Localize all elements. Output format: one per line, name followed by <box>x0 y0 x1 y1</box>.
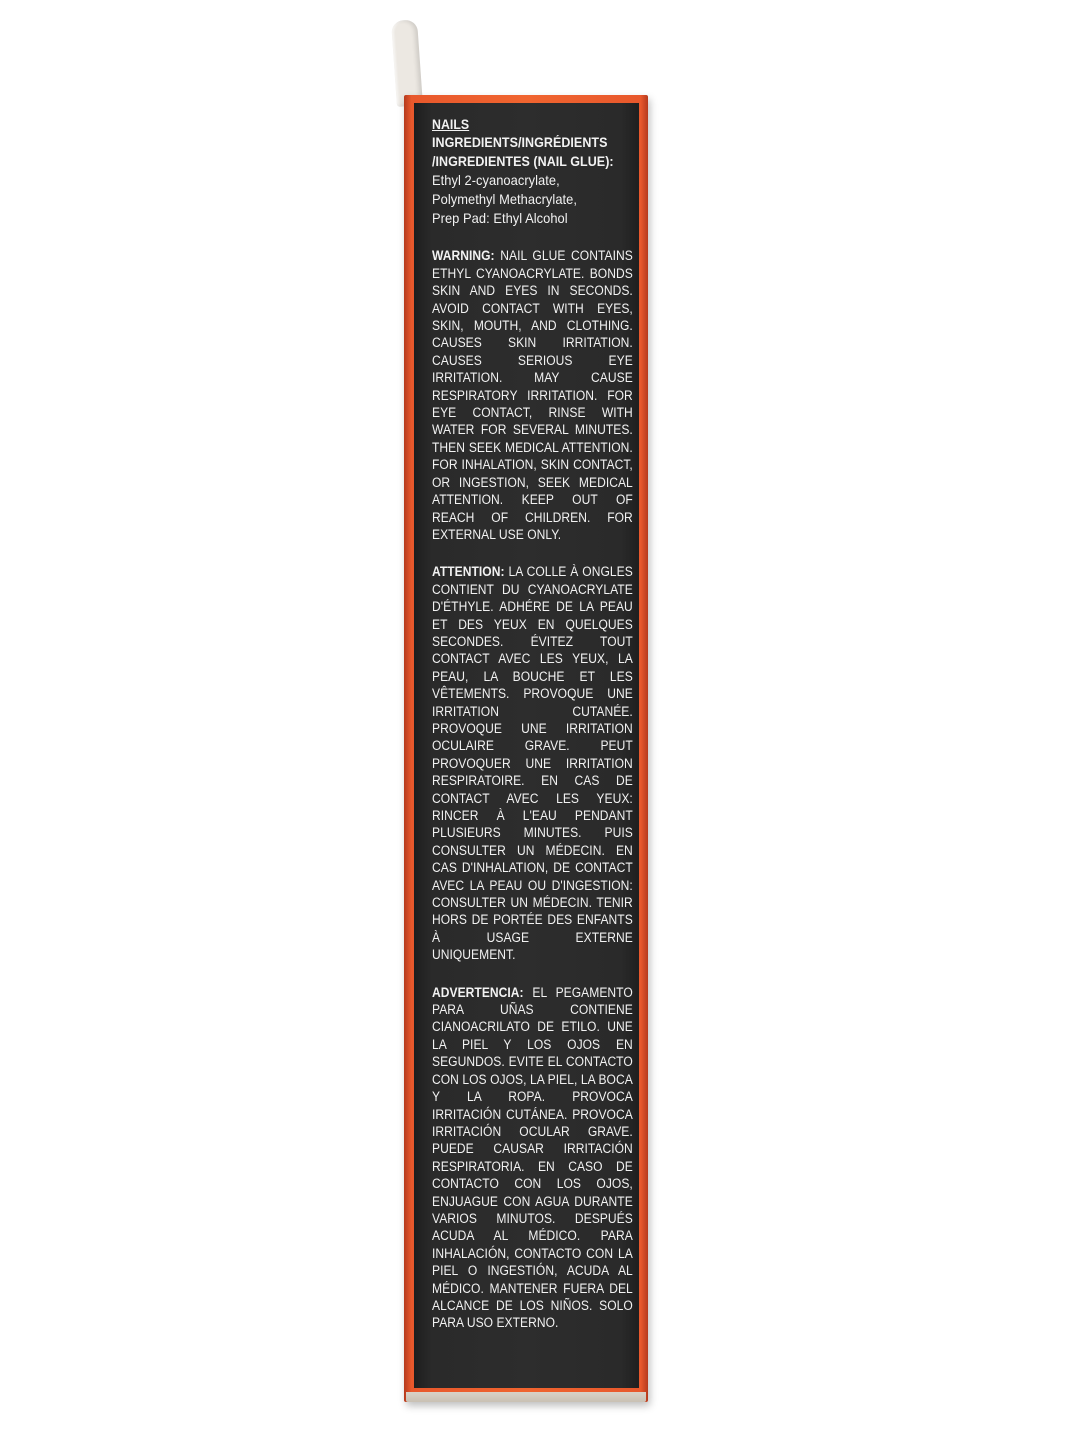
warning-spanish-text: EL PEGAMENTO PARA UÑAS CONTIENE CIANOACRILATO DE ETILO. UNE LA PIEL Y LOS OJOS EN SEGUNDOS. EVITE EL CONTACTO CON LOS OJOS, LA PIEL, LA BOCA Y LA ROPA. PROVOCA IRRITACIÓN CUTÁNEA. PROVOCA IRRITACIÓN OCULAR GRAVE. PUEDE CAUSAR IRRITACIÓN RESPIRATORIA. EN CASO DE CONTACTO CON LOS OJOS, ENJUAGUE CON AGUA DURANTE VARIOS MINUTOS. DESPUÉS ACUDA AL MÉDICO. PARA INHALACIÓN, CONTACTO CON LA PIEL O INGESTIÓN, ACUDA AL MÉDICO. MANTENER FUERA DEL ALCANCE DE LOS NIÑOS. SOLO PARA USO EXTERNO. <box>432 984 633 1331</box>
ingredients-line1: Ethyl 2-cyanoacrylate, <box>432 172 560 189</box>
warning-french <box>432 563 633 963</box>
label-text <box>432 116 633 1332</box>
warning-french-text: LA COLLE À ONGLES CONTIENT DU CYANOACRYLATE D'ÉTHYLE. ADHÉRE DE LA PEAU ET DES YEUX EN QUELQUES SECONDES. ÉVITEZ TOUT CONTACT AVEC LES YEUX, LA PEAU, LA BOUCHE ET LES VÊTEMENTS. PROVOQUE UNE IRRITATION CUTANÉE. PROVOQUE UNE IRRITATION OCULAIRE GRAVE. PEUT PROVOQUER UNE IRRITATION RESPIRATOIRE. EN CAS DE CONTACT AVEC LES YEUX: RINCER À L'EAU PENDANT PLUSIEURS MINUTES. PUIS CONSULTER UN MÉDECIN. EN CAS D'INHALATION, DE CONTACT AVEC LA PEAU OU D'INGESTION: CONSULTER UN MÉDECIN. TENIR HORS DE PORTÉE DES ENFANTS À USAGE EXTERNE UNIQUEMENT. <box>432 564 633 963</box>
ingredients-title-line1: INGREDIENTS/INGRÉDIENTS <box>432 135 608 151</box>
warning-french-lead: ATTENTION: <box>432 564 505 580</box>
ingredients-block <box>432 133 633 228</box>
ingredients-line2: Polymethyl Methacrylate, <box>432 191 577 208</box>
box-bottom-lip <box>406 1392 646 1402</box>
warning-english-lead: WARNING: <box>432 248 495 264</box>
warning-spanish-lead: ADVERTENCIA: <box>432 984 524 1000</box>
ingredients-title-line2: /INGREDIENTES (NAIL GLUE): <box>432 154 614 170</box>
warning-english <box>432 247 633 543</box>
box-tuck-tab <box>391 19 423 107</box>
section-heading: NAILS <box>432 117 470 132</box>
ingredients-line3: Prep Pad: Ethyl Alcohol <box>432 210 568 227</box>
warning-english-text: NAIL GLUE CONTAINS ETHYL CYANOACRYLATE. BONDS SKIN AND EYES IN SECONDS. AVOID CONTACT WITH EYES, SKIN, MOUTH, AND CLOTHING. CAUSES SKIN IRRITATION. CAUSES SERIOUS EYE IRRITATION. MAY CAUSE RESPIRATORY IRRITATION. FOR EYE CONTACT, RINSE WITH WATER FOR SEVERAL MINUTES. THEN SEEK MEDICAL ATTENTION. FOR INHALATION, SKIN CONTACT, OR INGESTION, SEEK MEDICAL ATTENTION. KEEP OUT OF REACH OF CHILDREN. FOR EXTERNAL USE ONLY. <box>432 248 633 542</box>
warning-spanish <box>432 984 633 1332</box>
